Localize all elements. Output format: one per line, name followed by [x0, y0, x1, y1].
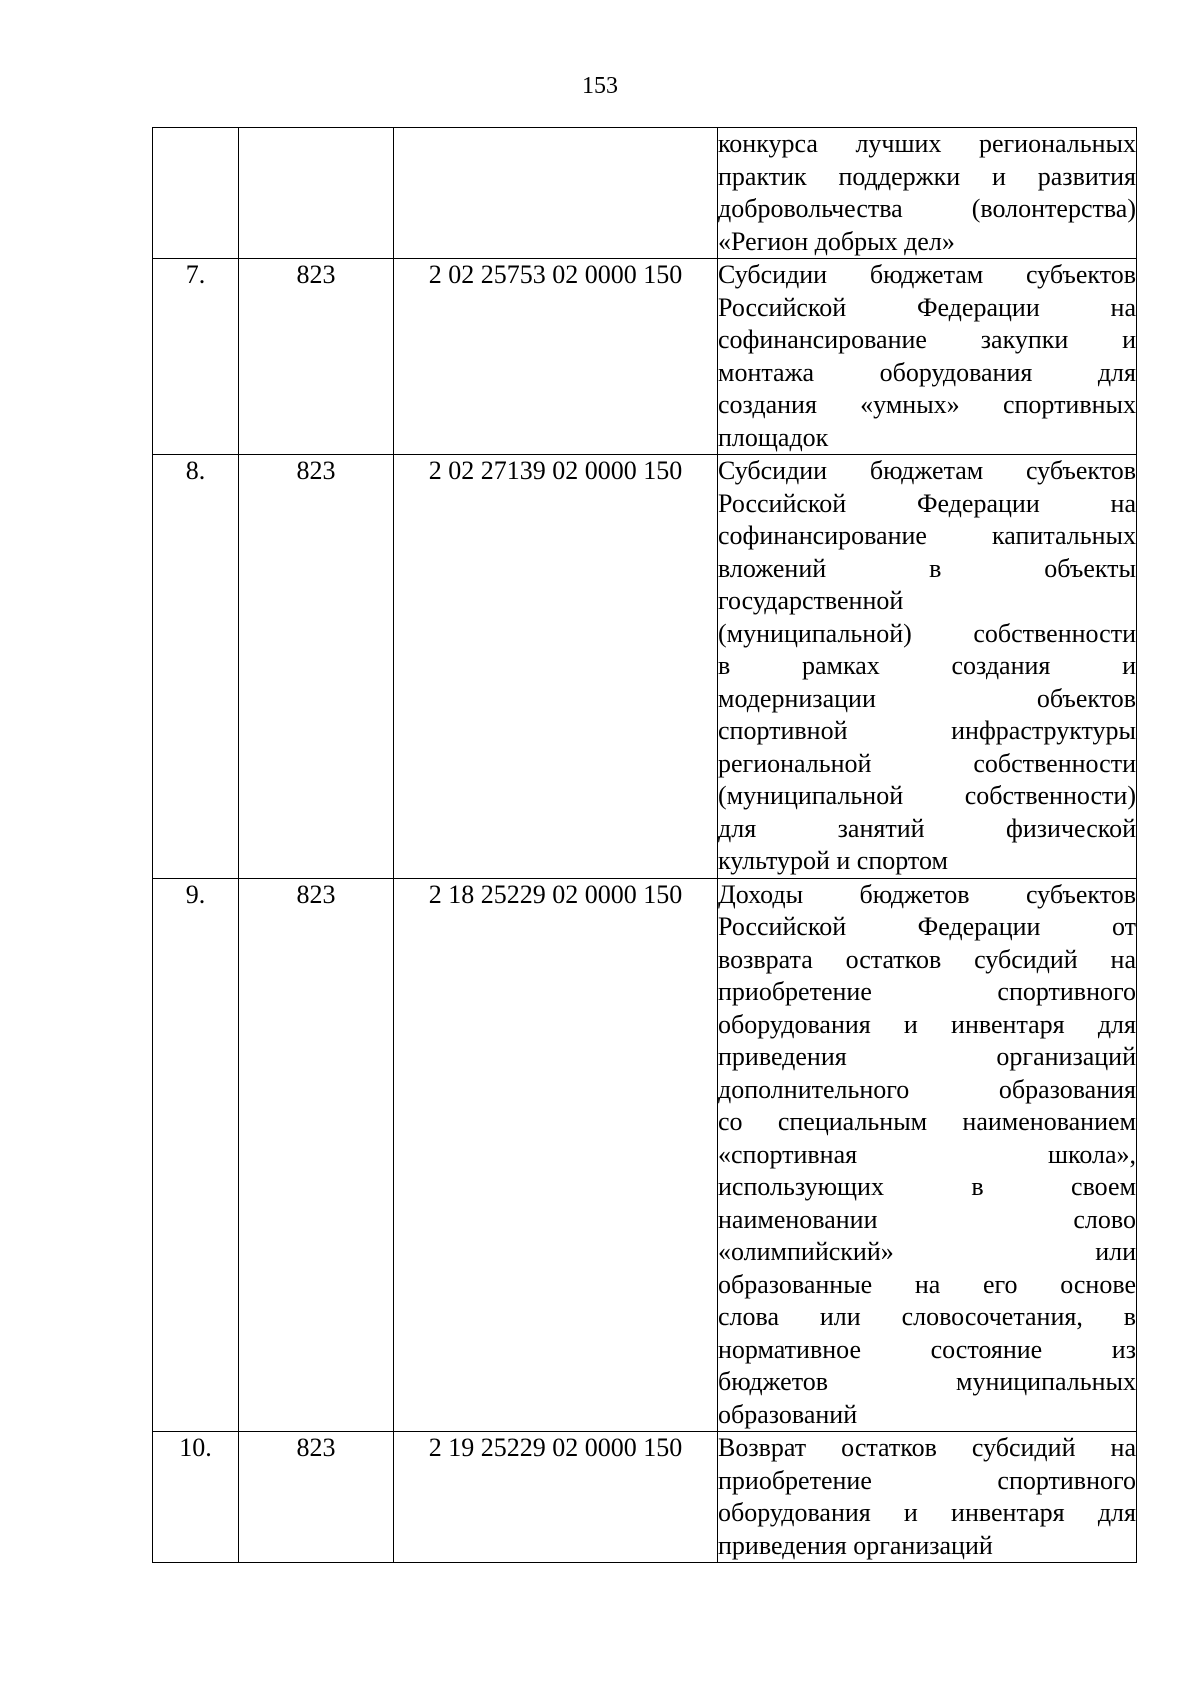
description-cell [718, 878, 1137, 1432]
admin-code-cell: 823 [239, 259, 394, 455]
budget-code-cell: 2 18 25229 02 0000 150 [394, 878, 718, 1432]
description-line: вложений в объекты [718, 553, 1136, 583]
description-line: практик поддержки и развития [718, 161, 1136, 191]
description-line: образованные на его основе [718, 1269, 1136, 1299]
description-line: добровольчества (волонтерства) [718, 194, 1136, 223]
row-number-cell [153, 128, 239, 259]
table-row [153, 128, 1137, 259]
description-line: приведения организаций [718, 1530, 993, 1560]
row-number-cell: 7. [153, 259, 239, 455]
description-line: модернизации объектов [718, 683, 1136, 713]
row-number-cell: 8. [153, 455, 239, 879]
description-line: Субсидии бюджетам субъектов [718, 456, 1136, 485]
description-line: приобретение спортивного [718, 977, 1136, 1006]
description-line: «спортивная школа», [718, 1139, 1136, 1169]
description-line: оборудования и инвентаря для [718, 1009, 1136, 1039]
description-line: дополнительного образования [718, 1074, 1136, 1104]
description-line: слова или словосочетания, в [718, 1302, 1136, 1331]
description-line: создания «умных» спортивных [718, 390, 1136, 419]
description-line: региональной собственности [718, 748, 1136, 778]
description-line: «олимпийский» или [718, 1237, 1136, 1266]
table-row [153, 259, 1137, 455]
description-cell [718, 128, 1137, 259]
budget-code-cell [394, 128, 718, 259]
description-line: Российской Федерации от [718, 912, 1136, 941]
table-row [153, 878, 1137, 1432]
description-line: конкурса лучших региональных [718, 129, 1136, 158]
description-line: со специальным наименованием [718, 1107, 1136, 1136]
table-body [153, 128, 1137, 1563]
description-line: наименовании слово [718, 1204, 1136, 1234]
description-line: софинансирование капитальных [718, 521, 1136, 550]
admin-code-cell: 823 [239, 878, 394, 1432]
description-line: Российской Федерации на [718, 488, 1136, 518]
description-line: Доходы бюджетов субъектов [718, 879, 1136, 909]
description-line: «Регион добрых дел» [718, 226, 955, 256]
description-line: Российской Федерации на [718, 292, 1136, 322]
page-number: 153 [582, 73, 618, 99]
admin-code-cell: 823 [239, 1432, 394, 1563]
description-cell [718, 455, 1137, 879]
row-number-cell: 9. [153, 878, 239, 1432]
description-line: культурой и спортом [718, 846, 948, 875]
description-line: (муниципальной собственности) [718, 781, 1136, 810]
description-line: спортивной инфраструктуры [718, 716, 1136, 745]
description-line: Возврат остатков субсидий на [718, 1433, 1136, 1462]
description-line: (муниципальной) собственности [718, 618, 1136, 648]
description-line: Субсидии бюджетам субъектов [718, 260, 1136, 289]
budget-code-cell: 2 02 27139 02 0000 150 [394, 455, 718, 879]
description-line: бюджетов муниципальных [718, 1367, 1136, 1396]
budget-code-cell: 2 02 25753 02 0000 150 [394, 259, 718, 455]
admin-code-cell: 823 [239, 455, 394, 879]
row-number-cell: 10. [153, 1432, 239, 1563]
description-line: нормативное состояние из [718, 1334, 1136, 1364]
description-line: для занятий физической [718, 813, 1136, 843]
description-line: образований [718, 1399, 858, 1429]
description-line: в рамках создания и [718, 651, 1136, 680]
admin-code-cell [239, 128, 394, 259]
table-row [153, 1432, 1137, 1563]
description-line: монтажа оборудования для [718, 357, 1136, 387]
description-line: возврата остатков субсидий на [718, 944, 1136, 974]
description-cell [718, 259, 1137, 455]
description-line: площадок [718, 422, 829, 452]
description-line: приведения организаций [718, 1042, 1136, 1071]
description-cell [718, 1432, 1137, 1563]
budget-codes-table [152, 127, 1137, 1563]
table-row [153, 455, 1137, 879]
description-line: приобретение спортивного [718, 1465, 1136, 1495]
description-line: государственной [718, 586, 904, 615]
description-line: софинансирование закупки и [718, 325, 1136, 354]
budget-code-cell: 2 19 25229 02 0000 150 [394, 1432, 718, 1563]
description-line: использующих в своем [718, 1172, 1136, 1201]
description-line: оборудования и инвентаря для [718, 1498, 1136, 1527]
